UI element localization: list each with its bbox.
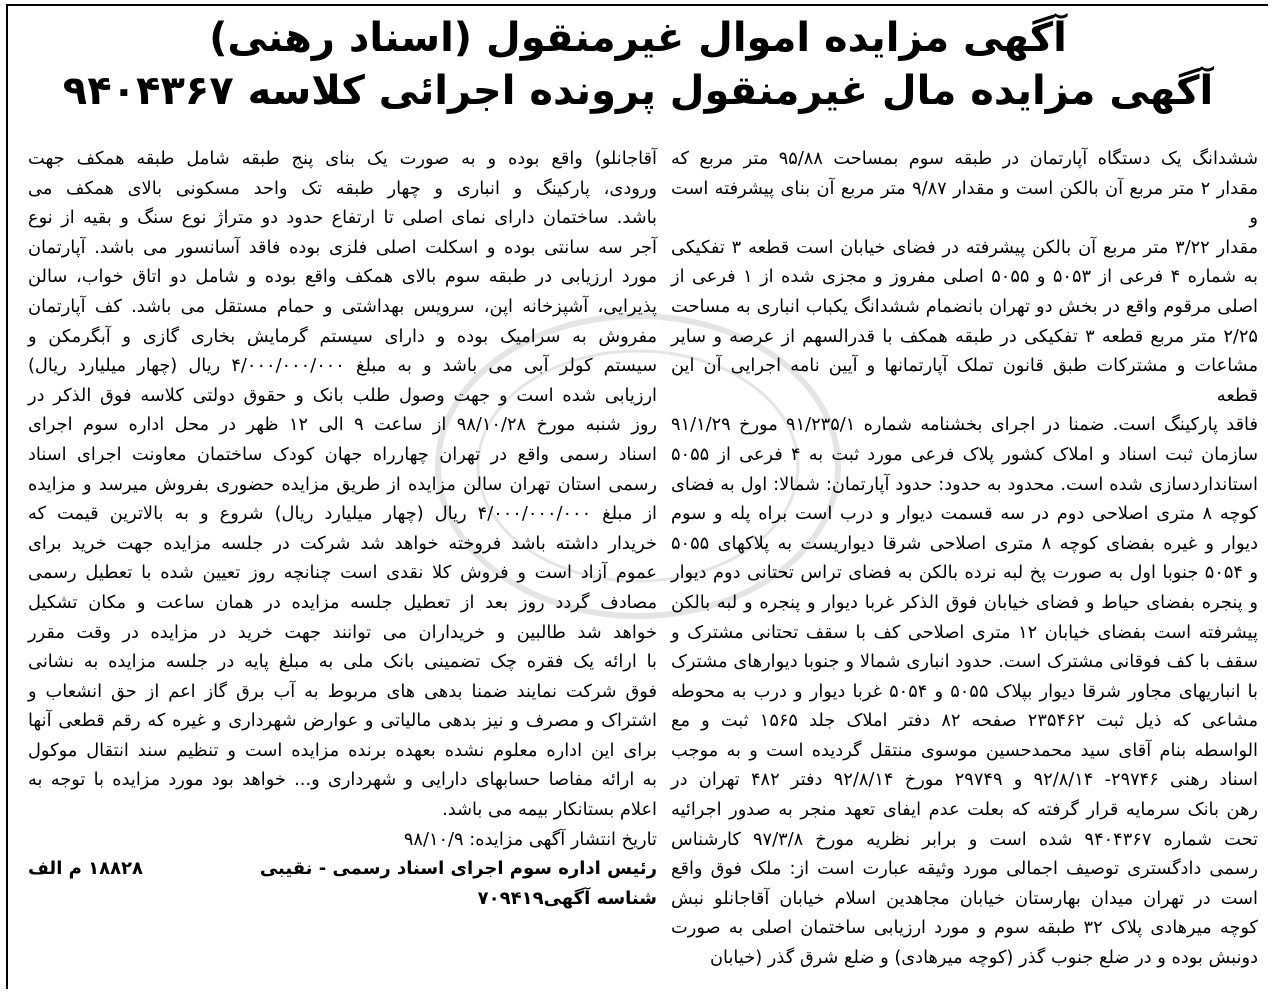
reference-code: ۱۸۸۲۸ م الف (28, 858, 144, 880)
right-text-line: الواسطه بنام آقای سید محمدحسین موسوی منتقل گردیده است و به موجب (671, 739, 1258, 761)
right-text-line: کوچه ۸ متری اصلاحی دوم در سه قسمت دیوار و درب است براه پله و سوم (671, 503, 1258, 525)
right-text-line: اسناد رهنی ۲۹۷۴۶- ۹۲/۸/۱۴ و ۲۹۷۴۹ مورخ ۹۲/۸/۱۴ دفتر ۴۸۲ تهران در (671, 769, 1258, 791)
signature-row (28, 854, 657, 884)
left-text-line: ورودی، پارکینگ و انباری و چهار طبقه تک واحد مسکونی بالای همکف می (28, 177, 657, 199)
left-text-line: فوق شرکت نمایند ضمنا بدهی های مربوط به آب برق گاز اعم از حق انشعاب و (28, 680, 657, 702)
right-text-line: ششدانگ یک دستگاه آپارتمان در طبقه سوم بمساحت ۹۵/۸۸ متر مربع که (671, 148, 1258, 169)
right-text-line: دیوار و غیره بفضای کوچه ۸ متری اصلاحی شرقا دیواریست به پلاکهای ۵۰۵۵ (671, 532, 1259, 554)
right-text-line: اصلی مرقوم واقع در بخش دو تهران بانضمام ششدانگ یکباب انباری به مساحت (671, 295, 1258, 317)
right-text-line: دونبش بوده و در ضلع جنوب گذر (کوچه میرهادی) و ضلع شرق گذر (خیابان (710, 947, 1258, 969)
left-text-line: سیستم کولر آبی می باشد و به مبلغ ۴/۰۰۰/۰۰۰/۰۰۰ ریال (چهار میلیارد ریال) (28, 355, 657, 377)
right-column (665, 144, 1268, 989)
right-text-line: با انباریهای مجاور شرقا دیوار بپلاک ۵۰۵۵ و ۵۰۵۴ غربا دیوار و درب به محوطه (671, 680, 1258, 702)
left-text-line: اعلام بستانکار بیمه می باشد. (442, 799, 657, 821)
right-text-line: و پنجره بفضای حیاط و فضای خیابان فوق الذکر غربا دیوار و پنجره و لبه بالکن (671, 591, 1258, 613)
left-text-line: خواهد شد طالبین و خریداران می توانند جهت خرید در مزایده در وقت مقرر (28, 621, 657, 643)
right-text-line: سازمان ثبت اسناد و املاک کشور پلاک فرعی مورد ثبت به ۴ فرعی از ۵۰۵۵ (671, 443, 1258, 465)
right-text-line: استانداردسازی شده است. محدود به حدود: حدود آپارتمان: شمالا: اول به فضای (671, 473, 1258, 495)
right-text-line: است در تهران میدان بهارستان خیابان مجاهدین اسلام خیابان آقاجانلو نبش (671, 887, 1258, 909)
left-text-line: پذیرایی، آشپزخانه اپن، سرویس بهداشتی و حمام مستقل می باشد. کف آپارتمان (28, 295, 657, 317)
left-text-line: مفروش به سرامیک بوده و دارای سیستم گرمایش بخاری گازی و آبگرمکن و (28, 325, 657, 347)
notice-subtitle: آگهی مزایده مال غیرمنقول پرونده اجرائی کلاسه ۹۴۰۴۳۶۷ (62, 68, 1214, 114)
ad-identifier: شناسه آگهی۷۰۹۴۱۹ (477, 888, 657, 910)
left-text-line: باشد. ساختمان دارای نمای اصلی تا ارتفاع حدود دو متراژ نوع سنگ و بقیه از نوع (28, 207, 657, 229)
right-text-line: و ۵۰۵۴ جنوبا اول به صورت پخ لبه نرده بالکن به فضای تراس تحتانی دوم دیوار (671, 562, 1258, 584)
right-text-line: تحت شماره ۹۴۰۴۳۶۷ شده است و برابر نظریه مورخ ۹۷/۳/۸ کارشناس (671, 828, 1258, 850)
left-text-line: اسناد رسمی واقع در تهران چهارراه جهان کودک ساختمان معاونت اجرای اسناد (28, 443, 657, 465)
left-text-line: مورد ارزیابی در طبقه سوم بالای همکف واقع بوده و شامل دو اتاق خواب، سالن (28, 266, 657, 288)
right-text-line: مقدار ۲ متر مربع آن بالکن است و مقدار ۹/۸۷ متر مربع آن بنای پیشرفته است و (671, 177, 1258, 229)
left-text-line: آقاجانلو) واقع بوده و به صورت یک بنای پنج طبقه شامل طبقه همکف جهت (28, 148, 657, 169)
right-text-line: مشاعات و مشترکات طبق قانون تملک آپارتمانها و آیین نامه اجرایی آن این قطعه (671, 355, 1258, 406)
left-text-line: روز شنبه مورخ ۹۸/۱۰/۲۸ از ساعت ۹ الی ۱۲ ظهر در محل اداره سوم اجرای (28, 414, 657, 436)
left-text-line: آجر سه سانتی بوده و اسکلت اصلی فلزی بوده فاقد آسانسور می باشد. آپارتمان (28, 236, 657, 258)
right-text-line: فاقد پارکینگ است. ضمنا در اجرای بخشنامه شماره ۹۱/۲۳۵/۱ مورخ ۹۱/۱/۲۹ (671, 414, 1258, 436)
right-text-line: پیشرفته است بفضای خیابان ۱۲ متری اصلاحی کف با سقف تحتانی مشترک و (671, 621, 1258, 643)
left-text-line: رسمی استان تهران سالن مزایده از طریق مزایده حضوری بفروش میرسد و مزایده (28, 473, 657, 495)
right-text-line: مقدار ۳/۲۲ متر مربع آن بالکن پیشرفته در فضای خیابان است قطعه ۳ تفکیکی (671, 236, 1258, 258)
notice-title: آگهی مزایده اموال غیرمنقول (اسناد رهنی) (209, 15, 1067, 61)
left-text-line: به ارائه مفاصا حسابهای دارایی و شهرداری و... خواهد بود مورد مزایده با توجه به (28, 769, 657, 791)
right-text-line: مشاعی که ذیل ثبت ۲۳۵۴۶۲ صفحه ۸۲ دفتر املاک جلد ۱۵۶۵ ثبت و مع (671, 710, 1258, 732)
right-text-line: رسمی دادگستری توصیف اجمالی مورد وثیقه عبارت است از: ملک فوق واقع (671, 858, 1258, 880)
notice-columns (8, 144, 1268, 989)
right-text-line: سقف با کف فوقانی مشترک است. حدود انباری شمالا و جنوبا دیوارهای مشترک (671, 651, 1258, 673)
right-text-line: رهن بانک سرمایه قرار گرفته که بعلت عدم ایفای تعهد منجر به صدور اجرائیه (671, 799, 1258, 821)
left-text-line: خریدار داشته باشد فروخته خواهد شد شرکت در جلسه مزایده جهت خرید برای (28, 532, 657, 554)
signer-title: رئیس اداره سوم اجرای اسناد رسمی - نقیبی (259, 858, 657, 880)
left-text-line: برای این اداره معلوم نشده بعهده برنده مزایده است و تنظیم سند انتقال موکول (28, 739, 657, 761)
left-text-line: از مبلغ ۴/۰۰۰/۰۰۰/۰۰۰ ریال (چهار میلیارد ریال) شروع و به بالاترین قیمت که (28, 503, 657, 525)
left-text-line: عموم آزاد است و فروش کلا نقدی است چنانچه روز تعیین شده با تعطیل رسمی (28, 562, 657, 584)
right-text-line: ۲/۲۵ متر مربع قطعه ۳ تفکیکی در طبقه همکف با قدرالسهم از عرصه و سایر (671, 325, 1258, 347)
notice-header (8, 6, 1268, 118)
right-text-line: به شماره ۴ فرعی از ۵۰۵۳ و ۵۰۵۵ اصلی مفروز و مجزی شده از ۱ فرعی از (671, 266, 1258, 288)
left-text-line: با ارائه یک فقره چک تضمینی بانک ملی به مبلغ پایه در جلسه مزایده به نشانی (28, 651, 657, 673)
publish-date: تاریخ انتشار آگهی مزایده: ۹۸/۱۰/۹ (403, 828, 657, 850)
left-text-line: ارزیابی شده است و جهت وصول طلب بانک و حقوق دولتی کلاسه فوق الذکر در (28, 384, 657, 406)
left-text-line: مصادف گردد روز بعد از تعطیل جلسه مزایده در همان ساعت و مکان تشکیل (28, 591, 657, 613)
left-column (8, 144, 665, 989)
notice-page (6, 4, 1268, 989)
left-text-line: اشتراک و مصرف و نیز بدهی مالیاتی و عوارض شهرداری و غیره که رقم قطعی آنها (28, 710, 657, 732)
left-column-body (28, 144, 657, 825)
right-text-line: کوچه میرهادی پلاک ۳۲ طبقه سوم و مورد ارزیابی ساختمان اصلی به صورت (671, 917, 1258, 939)
